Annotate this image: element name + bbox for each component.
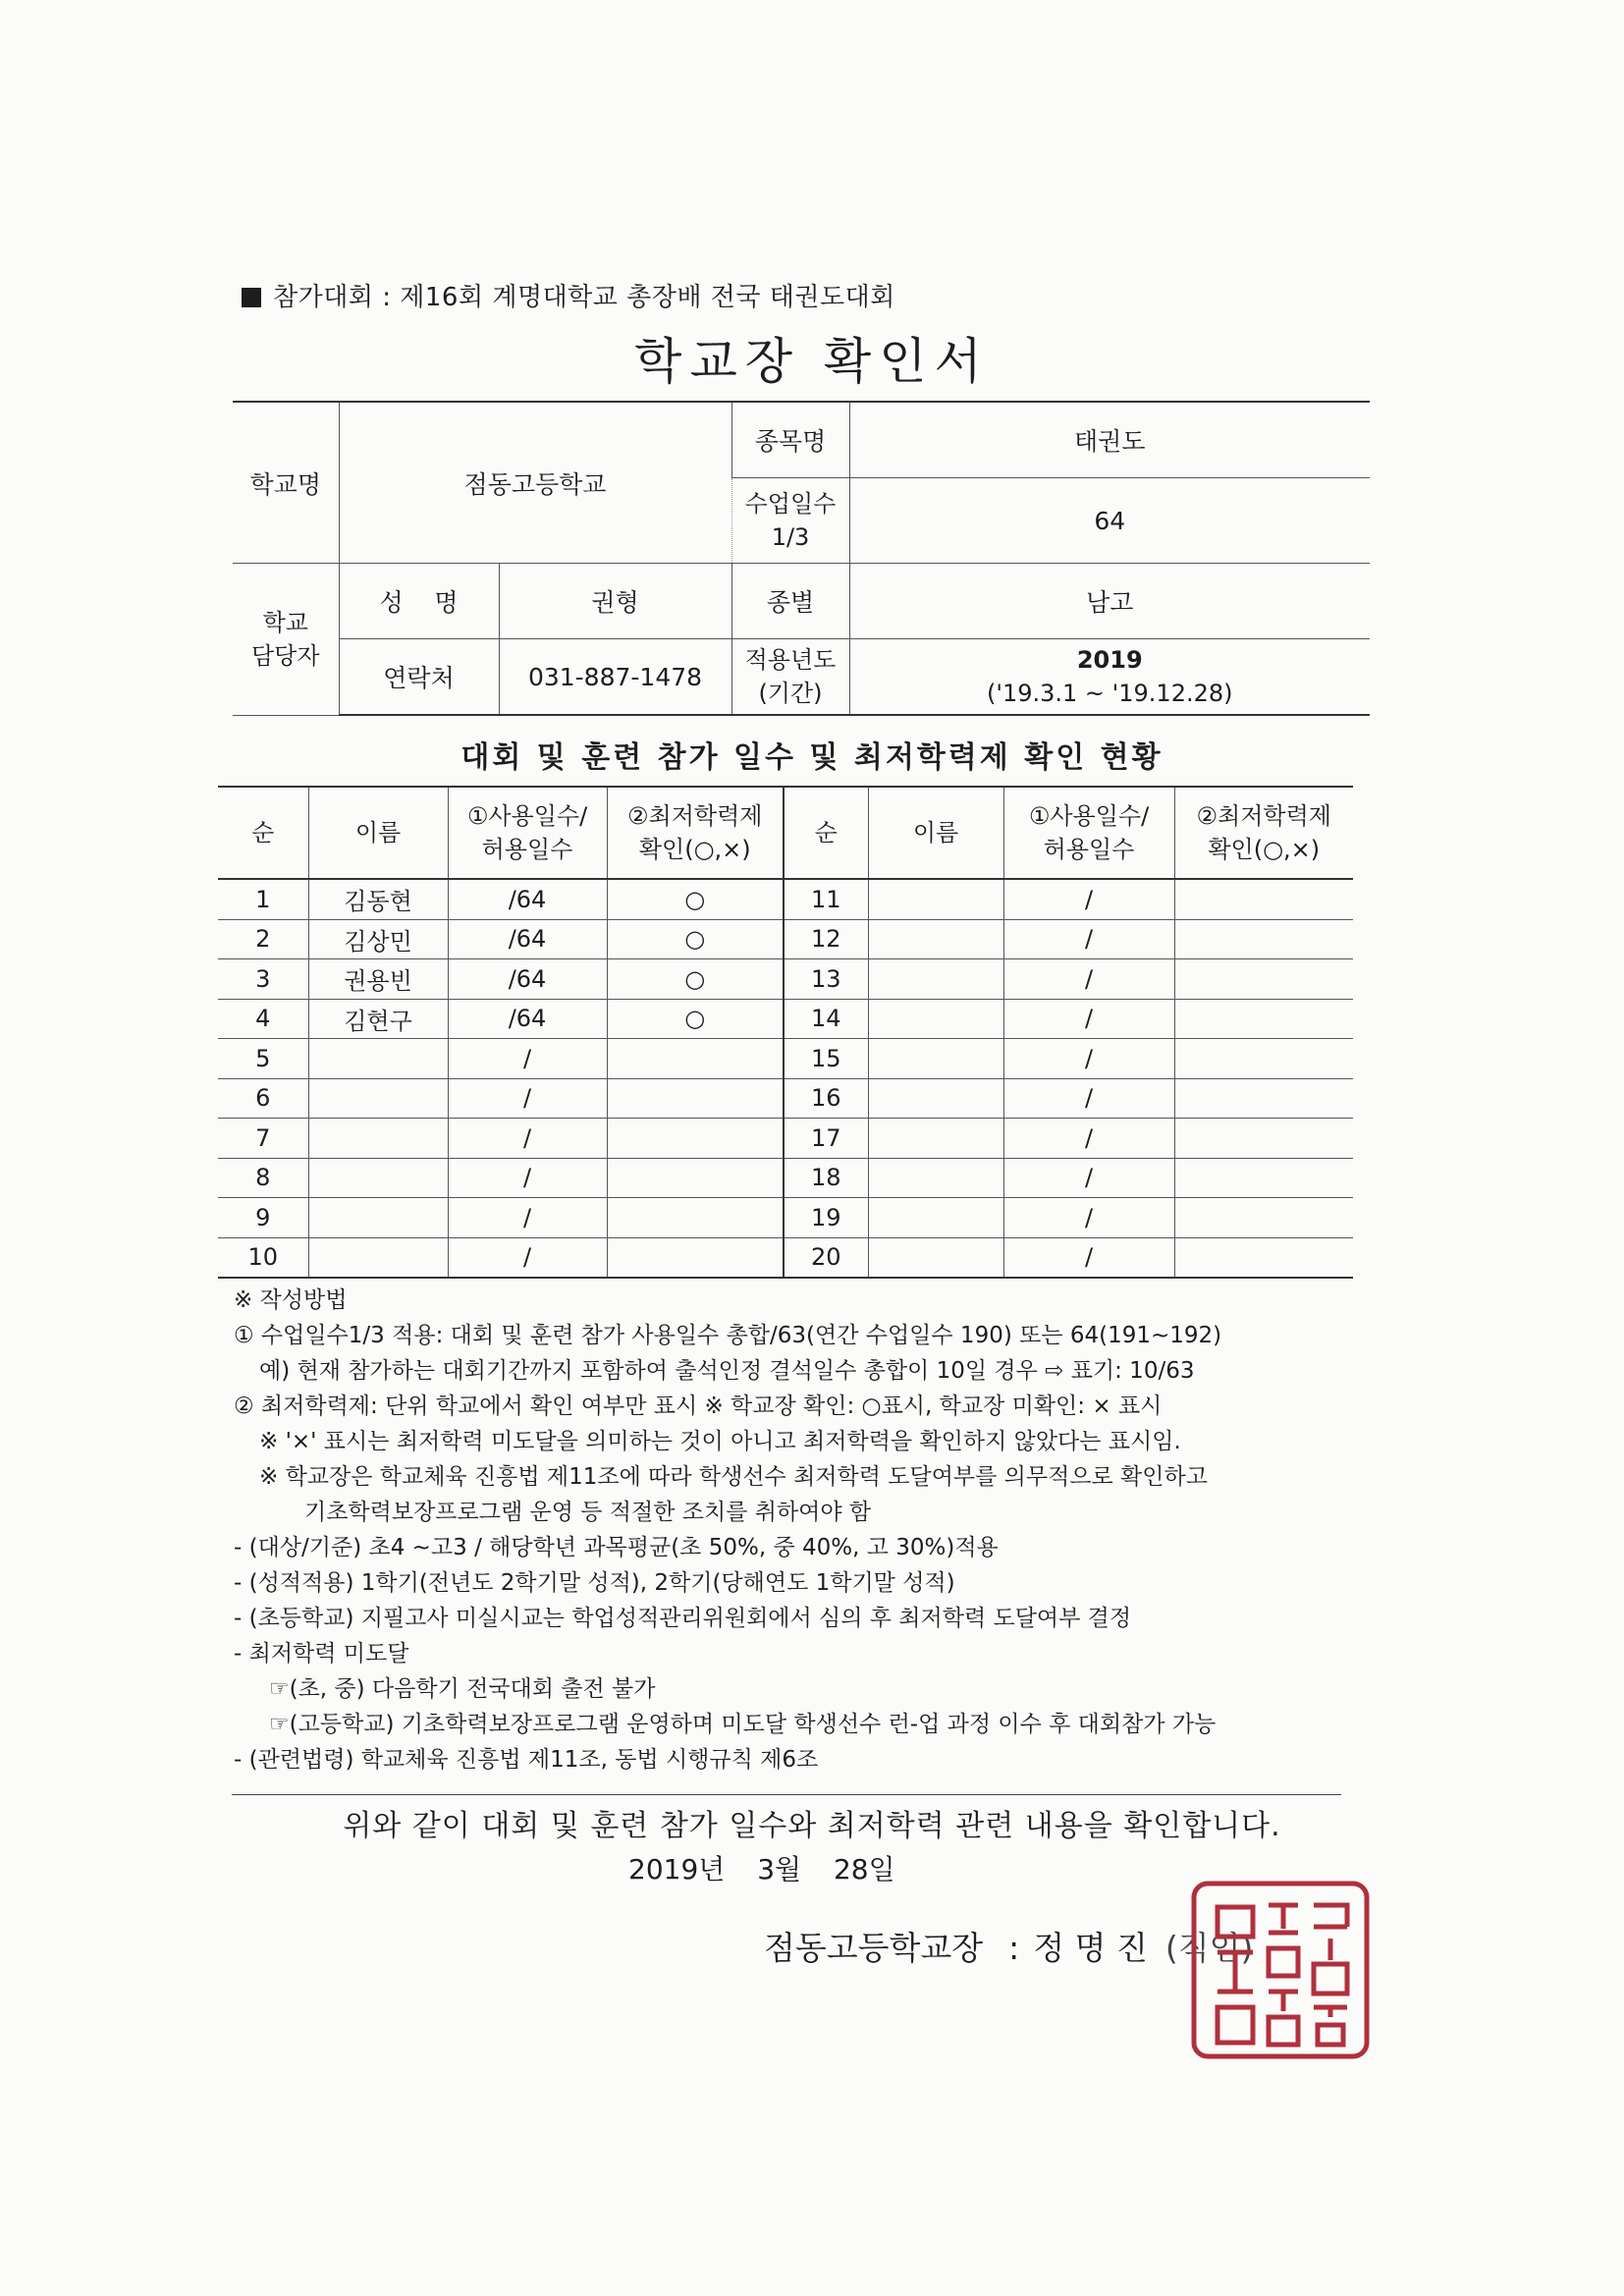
days-used: / — [1003, 1119, 1174, 1159]
academic-check: ○ — [607, 959, 784, 1000]
row-number: 18 — [784, 1158, 868, 1198]
athlete-name — [308, 1039, 448, 1079]
competition-label: 참가대회 : 제16회 계명대학교 총장배 전국 태권도대회 — [273, 283, 895, 312]
roster-row — [218, 879, 1353, 919]
days-used: / — [1003, 1237, 1174, 1278]
row-number: 5 — [218, 1039, 308, 1079]
note-line: ☞(초, 중) 다음학기 전국대회 출전 불가 — [269, 1676, 656, 1702]
roster-row — [218, 1078, 1353, 1119]
academic-check — [1174, 959, 1353, 1000]
athlete-name — [868, 1198, 1003, 1238]
days-used: / — [1003, 1198, 1174, 1238]
days-used: /64 — [448, 919, 607, 959]
row-number: 20 — [784, 1237, 868, 1278]
competition-heading — [242, 277, 895, 313]
academic-check — [1174, 999, 1353, 1039]
note-line: - (성적적용) 1학기(전년도 2학기말 성적), 2학기(당해연도 1학기말 성적) — [234, 1570, 955, 1596]
academic-check: ○ — [607, 919, 784, 959]
issue-date: 2019년 3월 28일 — [628, 1853, 895, 1886]
roster-row — [218, 1237, 1353, 1278]
note-line: ※ 학교장은 학교체육 진흥법 제11조에 따라 학생선수 최저학력 도달여부를 의무적으로 확인하고 — [259, 1464, 1208, 1490]
days-used: / — [1003, 879, 1174, 919]
row-number: 6 — [218, 1078, 308, 1119]
days-used: /64 — [448, 879, 607, 919]
name-label: 성 명 — [339, 564, 499, 639]
divider — [232, 1794, 1341, 1795]
header-days-2: ①사용일수/ 허용일수 — [1003, 787, 1174, 879]
academic-check — [607, 1078, 784, 1119]
row-number: 3 — [218, 959, 308, 1000]
event-label: 종목명 — [731, 402, 849, 478]
roster-row — [218, 1158, 1353, 1198]
header-name-2: 이름 — [868, 787, 1003, 879]
year-label: 적용년도 (기간) — [731, 639, 849, 716]
days-used: / — [1003, 919, 1174, 959]
note-line: ※ '×' 표시는 최저학력 미도달을 의미하는 것이 아니고 최저학력을 확인하지 않았다는 표시임. — [259, 1429, 1181, 1454]
row-number: 12 — [784, 919, 868, 959]
row-number: 17 — [784, 1119, 868, 1159]
academic-check: ○ — [607, 879, 784, 919]
academic-check — [1174, 1198, 1353, 1238]
row-number: 16 — [784, 1078, 868, 1119]
header-name: 이름 — [308, 787, 448, 879]
row-number: 19 — [784, 1198, 868, 1238]
academic-check — [1174, 1039, 1353, 1079]
note-line: ※ 작성방법 — [234, 1287, 348, 1313]
days-used: / — [448, 1039, 607, 1079]
note-line: - (초등학교) 지필고사 미실시교는 학업성적관리위원회에서 심의 후 최저학력 도달여부 결정 — [234, 1606, 1132, 1631]
header-check-2: ②최저학력제 확인(○,×) — [1174, 787, 1353, 879]
academic-check — [607, 1119, 784, 1159]
header-check: ②최저학력제 확인(○,×) — [607, 787, 784, 879]
roster-row — [218, 959, 1353, 1000]
athlete-name — [868, 999, 1003, 1039]
days-used: / — [1003, 1078, 1174, 1119]
signature-line — [764, 1923, 1253, 1969]
roster-row — [218, 1039, 1353, 1079]
class-days-label: 수업일수 1/3 — [731, 478, 849, 564]
athlete-name — [308, 1078, 448, 1119]
roster-header-row — [218, 787, 1353, 879]
athlete-name — [308, 1237, 448, 1278]
athlete-name — [868, 959, 1003, 1000]
roster-title: 대회 및 훈련 참가 일수 및 최저학력제 확인 현황 — [460, 740, 1164, 775]
note-line: - (관련법령) 학교체육 진흥법 제11조, 동법 시행규칙 제6조 — [234, 1747, 819, 1773]
academic-check — [1174, 1158, 1353, 1198]
academic-check: ○ — [607, 999, 784, 1039]
athlete-name — [308, 1198, 448, 1238]
row-number: 2 — [218, 919, 308, 959]
academic-check — [1174, 1237, 1353, 1278]
school-name: 점동고등학교 — [339, 402, 731, 564]
days-used: / — [1003, 1158, 1174, 1198]
roster-row — [218, 919, 1353, 959]
header-no-2: 순 — [784, 787, 868, 879]
roster-row — [218, 1198, 1353, 1238]
roster-row — [218, 1119, 1353, 1159]
manager-label: 학교 담당자 — [233, 564, 339, 716]
name-value: 권형 — [499, 564, 731, 639]
instructions — [234, 1283, 1363, 1777]
header-no: 순 — [218, 787, 308, 879]
athlete-name: 김상민 — [308, 919, 448, 959]
athlete-name: 권용빈 — [308, 959, 448, 1000]
note-line: - (대상/기준) 초4 ~고3 / 해당학년 과목평균(초 50%, 중 40%, 고 30%)적용 — [234, 1535, 999, 1560]
row-number: 7 — [218, 1119, 308, 1159]
academic-check — [607, 1237, 784, 1278]
academic-check — [1174, 1119, 1353, 1159]
athlete-name — [868, 1078, 1003, 1119]
days-used: / — [1003, 999, 1174, 1039]
days-used: / — [448, 1237, 607, 1278]
square-bullet-icon — [242, 288, 261, 307]
days-used: / — [1003, 959, 1174, 1000]
note-line: ② 최저학력제: 단위 학교에서 확인 여부만 표시 ※ 학교장 확인: ○표시, 학교장 미확인: × 표시 — [234, 1394, 1163, 1419]
confirmation-text: 위와 같이 대회 및 훈련 참가 일수와 최저학력 관련 내용을 확인합니다. — [343, 1809, 1281, 1843]
contact-value: 031-887-1478 — [499, 639, 731, 716]
days-used: /64 — [448, 959, 607, 1000]
official-seal-icon — [1188, 1878, 1373, 2062]
note-line: ☞(고등학교) 기초학력보장프로그램 운영하며 미도달 학생선수 런-업 과정 이수 후 대회참가 가능 — [269, 1712, 1217, 1737]
signature-colon: : — [1008, 1929, 1020, 1967]
row-number: 8 — [218, 1158, 308, 1198]
row-number: 1 — [218, 879, 308, 919]
athlete-name — [868, 1039, 1003, 1079]
days-used: /64 — [448, 999, 607, 1039]
academic-check — [607, 1039, 784, 1079]
athlete-name — [868, 1119, 1003, 1159]
header-days: ①사용일수/ 허용일수 — [448, 787, 607, 879]
days-used: / — [448, 1198, 607, 1238]
days-used: / — [1003, 1039, 1174, 1079]
roster-row — [218, 999, 1353, 1039]
academic-check — [1174, 879, 1353, 919]
athlete-name — [868, 919, 1003, 959]
note-line: 기초학력보장프로그램 운영 등 적절한 조치를 취하여야 함 — [304, 1500, 872, 1525]
gender-label: 종별 — [731, 564, 849, 639]
row-number: 15 — [784, 1039, 868, 1079]
athlete-name — [308, 1158, 448, 1198]
academic-check — [607, 1198, 784, 1238]
year-value: 2019 ('19.3.1 ~ '19.12.28) — [849, 639, 1370, 716]
row-number: 13 — [784, 959, 868, 1000]
academic-check — [1174, 1078, 1353, 1119]
roster-table — [218, 786, 1353, 1279]
seal-mark-text: (직인) — [1164, 1929, 1254, 1967]
event-value: 태권도 — [849, 402, 1370, 478]
school-info-table — [233, 401, 1370, 716]
contact-label: 연락처 — [339, 639, 499, 716]
days-used: / — [448, 1078, 607, 1119]
athlete-name — [868, 1237, 1003, 1278]
row-number: 4 — [218, 999, 308, 1039]
academic-check — [607, 1158, 784, 1198]
row-number: 14 — [784, 999, 868, 1039]
academic-check — [1174, 919, 1353, 959]
athlete-name — [868, 1158, 1003, 1198]
note-line: ① 수업일수1/3 적용: 대회 및 훈련 참가 사용일수 총합/63(연간 수업일수 190) 또는 64(191~192) — [234, 1323, 1222, 1348]
row-number: 10 — [218, 1237, 308, 1278]
school-label: 학교명 — [233, 402, 339, 564]
row-number: 9 — [218, 1198, 308, 1238]
athlete-name — [308, 1119, 448, 1159]
principal-name: 정 명 진 — [1033, 1929, 1148, 1967]
athlete-name — [868, 879, 1003, 919]
days-used: / — [448, 1119, 607, 1159]
gender-value: 남고 — [849, 564, 1370, 639]
principal-title: 점동고등학교장 — [764, 1929, 984, 1967]
document-title: 학교장 확인서 — [634, 333, 990, 390]
note-line: 예) 현재 참가하는 대회기간까지 포함하여 출석인정 결석일수 총합이 10일 경우 ⇨ 표기: 10/63 — [259, 1358, 1195, 1384]
days-used: / — [448, 1158, 607, 1198]
athlete-name: 김동현 — [308, 879, 448, 919]
athlete-name: 김현구 — [308, 999, 448, 1039]
class-days-value: 64 — [849, 478, 1370, 564]
row-number: 11 — [784, 879, 868, 919]
note-line: - 최저학력 미도달 — [234, 1641, 409, 1667]
